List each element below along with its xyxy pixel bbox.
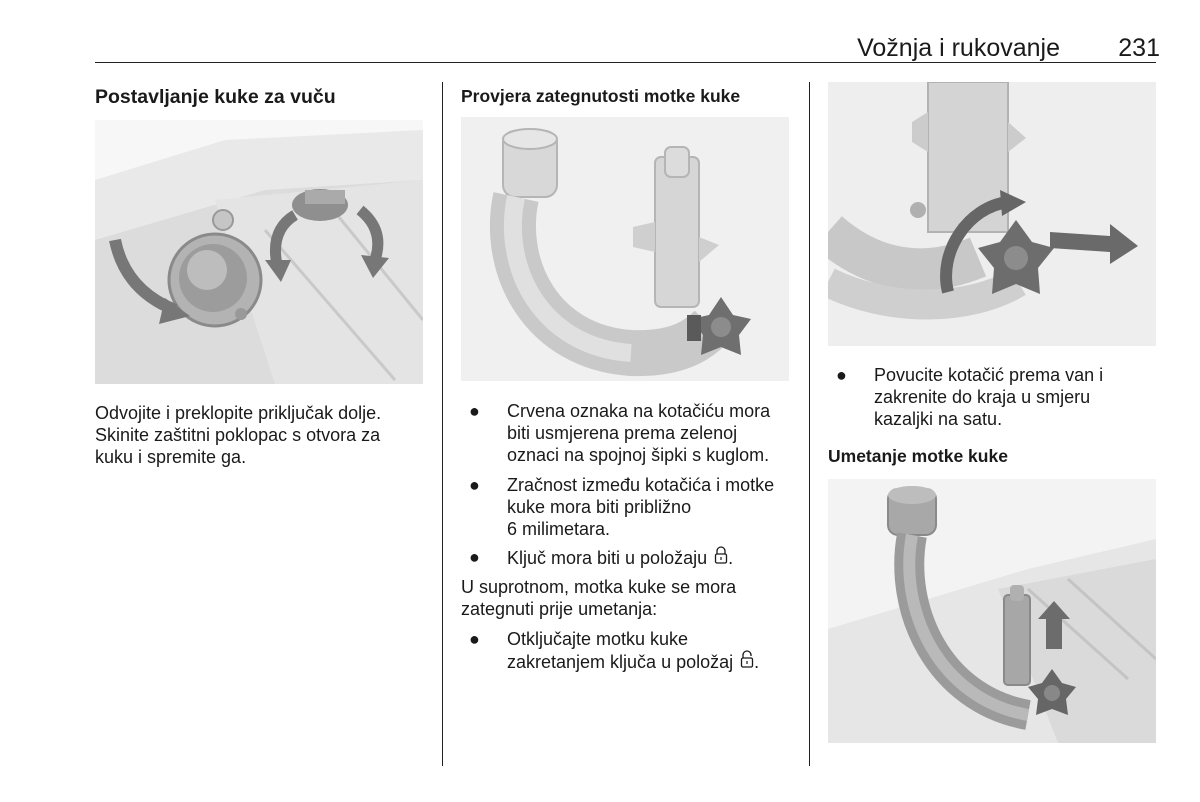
text-line: Ključ mora biti u položaju bbox=[507, 548, 708, 568]
list-item bbox=[469, 400, 799, 466]
text-line: Odvojite i preklopite priključak dolje. bbox=[95, 403, 382, 423]
figure-socket-cover bbox=[95, 120, 423, 384]
text-line: 6 milimetara. bbox=[507, 519, 611, 539]
page-number: 231 bbox=[1118, 34, 1160, 62]
period-text: . bbox=[754, 652, 760, 672]
text-line: Zračnost između kotačića i motke bbox=[507, 475, 775, 495]
body-text-otherwise bbox=[461, 576, 801, 620]
text-line: Crvena oznaka na kotačiću mora bbox=[507, 401, 771, 421]
text-line: kazaljki na satu. bbox=[874, 409, 1003, 429]
text-line: kuku i spremite ga. bbox=[95, 447, 247, 467]
list-item bbox=[836, 364, 1166, 430]
text-line: zakretanjem ključa u položaj bbox=[507, 652, 734, 672]
list-item bbox=[469, 474, 799, 540]
text-line: oznaci na spojnoj šipki s kuglom. bbox=[507, 445, 770, 465]
figure-towbar-check bbox=[461, 117, 789, 381]
text-line: U suprotnom, motka kuke se mora bbox=[461, 577, 737, 597]
text-line: biti usmjerena prema zelenoj bbox=[507, 423, 738, 443]
text-line: zategnuti prije umetanja: bbox=[461, 599, 658, 619]
text-line: Skinite zaštitni poklopac s otvora za bbox=[95, 425, 381, 445]
figure-pull-wheel bbox=[828, 82, 1156, 346]
text-line: zakrenite do kraja u smjeru bbox=[874, 387, 1091, 407]
bullet-icon: ● bbox=[469, 629, 480, 649]
figure-insert-hook bbox=[828, 479, 1156, 743]
section-heading-install-hook: Postavljanje kuke za vuču bbox=[95, 86, 336, 108]
header-rule bbox=[95, 62, 1156, 63]
unlocked-icon bbox=[740, 650, 754, 673]
bullet-icon: ● bbox=[469, 547, 480, 567]
list-item bbox=[469, 546, 799, 568]
column-divider-1 bbox=[442, 82, 443, 766]
text-line: Povucite kotačić prema van i bbox=[874, 365, 1104, 385]
text-line: Otključajte motku kuke bbox=[507, 629, 689, 649]
bullet-icon: ● bbox=[469, 401, 480, 421]
column-divider-2 bbox=[809, 82, 810, 766]
bullet-icon: ● bbox=[469, 475, 480, 495]
bullet-icon: ● bbox=[836, 365, 847, 385]
locked-icon bbox=[714, 546, 728, 569]
section-heading-check-tension: Provjera zategnutosti motke kuke bbox=[461, 86, 741, 106]
text-line: kuke mora biti približno bbox=[507, 497, 692, 517]
section-heading-insert-hook: Umetanje motke kuke bbox=[828, 446, 1008, 466]
period-text: . bbox=[728, 548, 734, 568]
running-header-title: Vožnja i rukovanje bbox=[857, 34, 1060, 62]
body-text-detach-socket bbox=[95, 402, 435, 468]
list-item bbox=[469, 628, 799, 672]
